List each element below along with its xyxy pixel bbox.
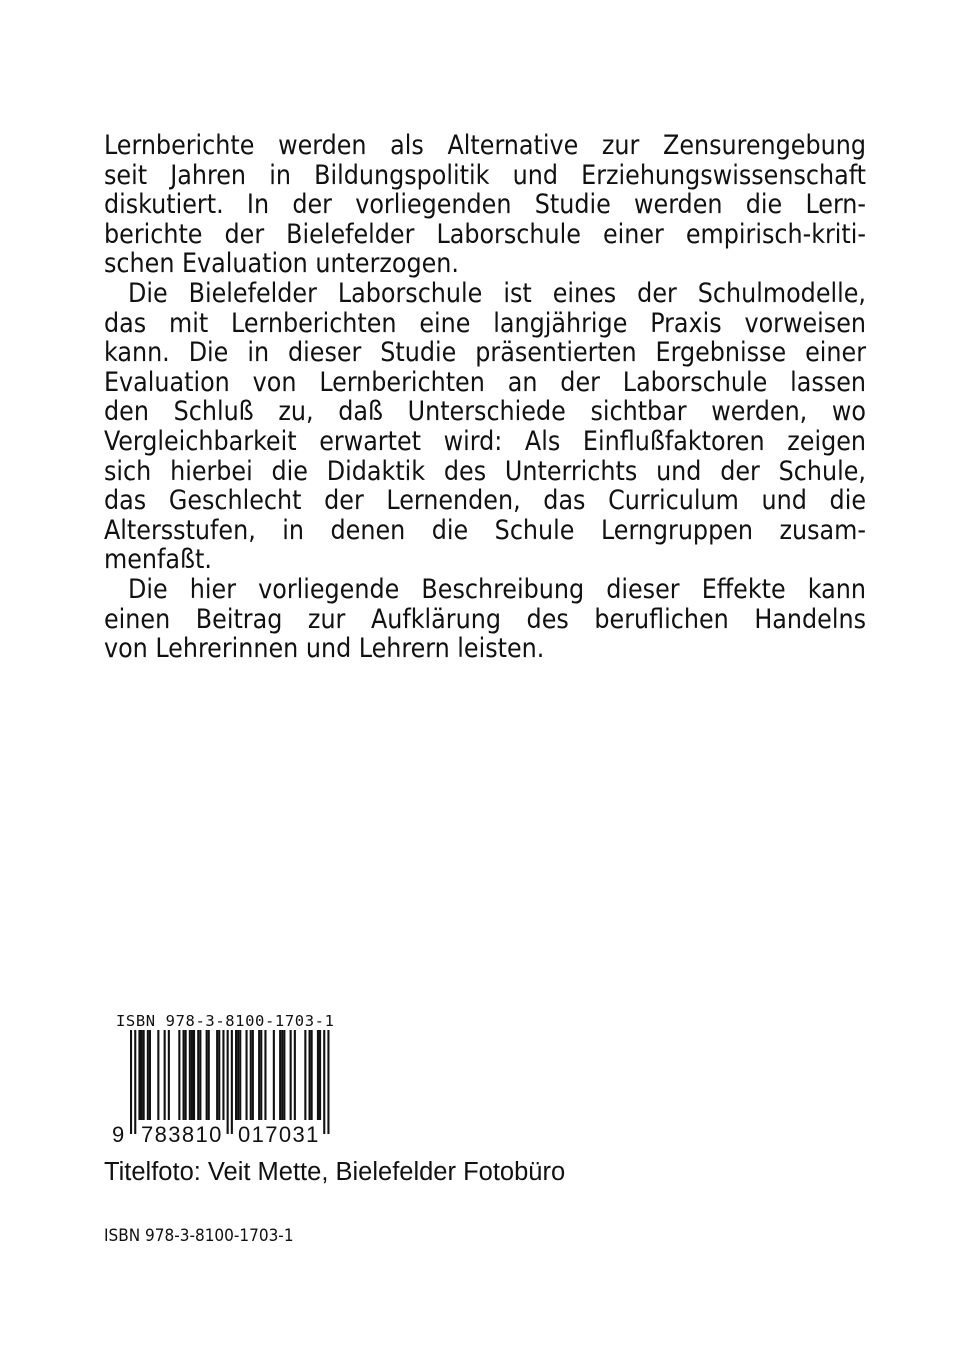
barcode-bar [206,1030,208,1120]
barcode-bar [183,1030,185,1120]
barcode-bar [294,1030,296,1120]
barcode-bar [197,1030,199,1120]
blurb-line: seit Jahren in Bildungspolitik und Erziehungswissenschaft [104,159,866,191]
blurb-line: den Schluß zu, daß Unterschiede sichtbar werden, wo [104,396,866,428]
barcode-bar [279,1030,281,1120]
blurb-line: Vergleichbarkeit erwartet wird: Als Einflußfaktoren zeigen [104,425,866,457]
barcode-bar [199,1030,201,1120]
blurb-line: einen Beitrag zur Aufklärung des beruflichen Handelns [104,603,866,635]
barcode-bar [273,1030,275,1120]
blurb-line: diskutiert. In der vorliegenden Studie werden die Lern- [104,189,866,221]
barcode-bar [239,1030,241,1120]
blurb-line: Die hier vorliegende Beschreibung dieser Effekte kann [128,573,866,605]
blurb-line: von Lehrerinnen und Lehrern leisten. [104,633,545,665]
barcode-bar [304,1030,306,1120]
blurb-line: das Geschlecht der Lernenden, das Curriculum und die [104,485,866,517]
barcode-bar [281,1030,283,1120]
blurb-line: menfaßt. [104,544,212,576]
barcode-bar [191,1030,193,1120]
back-cover-blurb [104,131,866,664]
barcode-bar [178,1030,180,1120]
blurb-line: Altersstufen, in denen die Schule Lerngruppen zusam- [104,514,866,546]
blurb-line: kann. Die in dieser Studie präsentierten Ergebnisse einer [104,337,866,369]
barcode-bar [185,1030,187,1120]
barcode-bar [168,1030,170,1120]
barcode-bar [141,1030,143,1120]
barcode-bar [189,1030,191,1120]
barcode-bar [237,1030,239,1120]
blurb-line: Evaluation von Lernberichten an der Laborschule lassen [104,366,866,398]
blurb-line: das mit Lernberichten eine langjährige Praxis vorweisen [104,307,866,339]
photo-credit: Titelfoto: Veit Mette, Bielefelder Fotobüro [104,1158,566,1186]
blurb-line: sich hierbei die Didaktik des Unterrichts und der Schule, [104,455,866,487]
barcode-bar [134,1030,136,1134]
barcode-right-digits: 017031 [238,1122,320,1147]
barcode-bar [260,1030,262,1120]
barcode-bar [317,1030,319,1120]
barcode-bar [147,1030,149,1120]
barcode-bar [235,1030,237,1120]
barcode-first-digit: 9 [112,1122,125,1147]
isbn-footer: ISBN 978-3-8100-1703-1 [104,1226,294,1246]
barcode-isbn-label: ISBN 978-3-8100-1703-1 [116,1012,335,1030]
barcode-bar [250,1030,252,1120]
blurb-line: berichte der Bielefelder Laborschule einer empirisch-kriti- [104,218,866,250]
barcode-bar [290,1030,292,1120]
barcode-bar [193,1030,195,1120]
barcode-bar [311,1030,313,1120]
barcode-bar [264,1030,266,1120]
barcode-bar [227,1030,229,1134]
barcode-bar [157,1030,159,1120]
blurb-line: schen Evaluation unterzogen. [104,248,459,280]
barcode-bar [222,1030,224,1120]
barcode-bar [309,1030,311,1120]
barcode-bar [143,1030,145,1120]
barcode-bar [246,1030,248,1120]
barcode-bar [327,1030,329,1134]
barcode-bar [283,1030,285,1120]
barcode-bar [164,1030,166,1120]
barcode-bar [138,1030,140,1120]
blurb-line: Die Bielefelder Laborschule ist eines der Schulmodelle, [128,277,866,309]
barcode-bar [231,1030,233,1134]
barcode-bar [218,1030,220,1120]
barcode-bar [258,1030,260,1120]
barcode-bar [216,1030,218,1120]
barcode-bar [149,1030,151,1120]
barcode-bar [319,1030,321,1120]
blurb-line: Lernberichte werden als Alternative zur Zensurengebung [104,130,866,161]
barcode-left-digits: 783810 [141,1122,223,1147]
barcode-bar [252,1030,254,1120]
barcode-bar [208,1030,210,1120]
barcode-bar [323,1030,325,1134]
barcode-bar [130,1030,132,1134]
